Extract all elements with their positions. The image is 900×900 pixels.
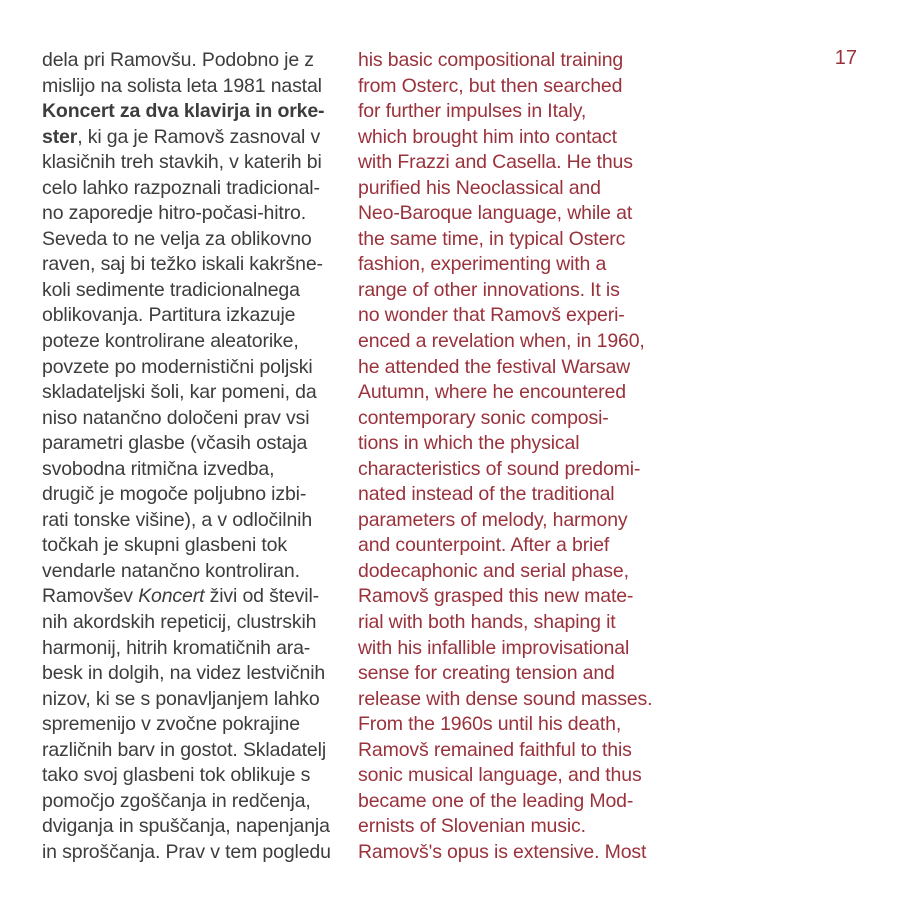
bold-text: Koncert za dva klavirja in orke- (42, 100, 325, 123)
text-segment: nizov, ki se s ponavljanjem lahko (42, 687, 320, 710)
bold-text: ster (42, 125, 78, 148)
text-line (358, 814, 658, 840)
text-segment: fashion, experimenting with a (358, 253, 607, 276)
text-line (358, 584, 658, 610)
text-line (42, 201, 342, 227)
text-line (42, 125, 342, 151)
text-line (42, 533, 342, 559)
text-segment: rial with both hands, shaping it (358, 611, 616, 634)
text-line (358, 840, 658, 866)
text-segment: spremenijo v zvočne pokrajine (42, 713, 300, 736)
text-segment: dodecaphonic and serial phase, (358, 559, 629, 582)
text-line (42, 303, 342, 329)
text-segment: in sproščanja. Prav v tem pogledu (42, 840, 331, 863)
italic-text: Koncert (138, 585, 205, 608)
page-number: 17 (834, 47, 857, 69)
text-line (42, 508, 342, 534)
text-segment: Autumn, where he encountered (358, 381, 626, 404)
text-segment: Seveda to ne velja za oblikovno (42, 227, 312, 250)
right-column-english-text (358, 48, 658, 866)
text-line (358, 252, 658, 278)
text-segment: celo lahko razpoznali tradicional- (42, 176, 320, 199)
text-line (42, 150, 342, 176)
text-segment: svobodna ritmična izvedba, (42, 457, 275, 480)
text-line (358, 380, 658, 406)
text-line (42, 814, 342, 840)
text-segment: Ramovš remained faithful to this (358, 738, 632, 761)
text-segment: ernists of Slovenian music. (358, 815, 586, 838)
text-line (42, 99, 342, 125)
text-line (42, 227, 342, 253)
text-line (42, 636, 342, 662)
text-segment: sonic musical language, and thus (358, 764, 642, 787)
text-line (358, 329, 658, 355)
text-line (358, 176, 658, 202)
text-segment: dela pri Ramovšu. Podobno je z (42, 49, 314, 71)
text-line (358, 150, 658, 176)
text-segment: različnih barv in gostot. Skladatelj (42, 738, 326, 761)
text-segment: From the 1960s until his death, (358, 713, 622, 736)
text-segment: tako svoj glasbeni tok oblikuje s (42, 764, 311, 787)
text-line (42, 74, 342, 100)
text-segment: mislijo na solista leta 1981 nastal (42, 74, 322, 97)
text-line (42, 431, 342, 457)
text-line (42, 738, 342, 764)
text-segment: which brought him into contact (358, 125, 617, 148)
text-line (42, 610, 342, 636)
text-segment: parametri glasbe (včasih ostaja (42, 432, 308, 455)
text-line (358, 559, 658, 585)
text-line (42, 252, 342, 278)
text-segment: nated instead of the traditional (358, 483, 615, 506)
text-line (358, 482, 658, 508)
text-segment: Ramovš's opus is extensive. Most (358, 840, 647, 863)
text-segment: characteristics of sound predomi- (358, 457, 641, 480)
text-line (358, 278, 658, 304)
text-segment: for further impulses in Italy, (358, 100, 587, 123)
text-segment: drugič je mogoče poljubno izbi- (42, 483, 307, 506)
text-line (358, 508, 658, 534)
text-segment: povzete po modernistični poljski (42, 355, 313, 378)
text-line (42, 329, 342, 355)
text-segment: tions in which the physical (358, 432, 580, 455)
text-line (358, 636, 658, 662)
text-segment: rati tonske višine), a v odločilnih (42, 508, 313, 531)
text-line (42, 789, 342, 815)
text-segment: with his infallible improvisational (358, 636, 630, 659)
text-segment: dviganja in spuščanja, napenjanja (42, 815, 330, 838)
text-line (42, 840, 342, 866)
text-line (358, 74, 658, 100)
text-segment: pomočjo zgoščanja in redčenja, (42, 789, 311, 812)
text-columns (42, 48, 658, 866)
text-line (358, 48, 658, 74)
text-line (358, 227, 658, 253)
text-segment: skladateljski šoli, kar pomeni, da (42, 381, 317, 404)
text-line (358, 712, 658, 738)
text-segment: range of other innovations. It is (358, 278, 620, 301)
text-line (42, 661, 342, 687)
text-segment: vendarle natančno kontroliran. (42, 559, 300, 582)
text-line (42, 763, 342, 789)
text-line (358, 789, 658, 815)
text-segment: živi od števil- (204, 585, 319, 608)
text-line (358, 610, 658, 636)
text-segment: Ramovš grasped this new mate- (358, 585, 634, 608)
text-line (358, 406, 658, 432)
text-line (42, 406, 342, 432)
text-line (42, 355, 342, 381)
text-line (358, 687, 658, 713)
text-segment: klasičnih treh stavkih, v katerih bi (42, 151, 322, 174)
text-line (42, 687, 342, 713)
text-line (42, 48, 342, 74)
text-segment: nih akordskih repeticij, clustrskih (42, 611, 317, 634)
text-line (42, 176, 342, 202)
text-segment: besk in dolgih, na videz lestvičnih (42, 662, 326, 685)
text-line (42, 380, 342, 406)
text-segment: became one of the leading Mod- (358, 789, 634, 812)
text-segment: oblikovanja. Partitura izkazuje (42, 304, 296, 327)
text-line (42, 712, 342, 738)
text-line (358, 661, 658, 687)
text-segment: no wonder that Ramovš experi- (358, 304, 625, 327)
text-segment: točkah je skupni glasbeni tok (42, 534, 287, 557)
text-segment: release with dense sound masses. (358, 687, 653, 710)
text-line (358, 457, 658, 483)
text-line (358, 303, 658, 329)
text-segment: Neo-Baroque language, while at (358, 202, 633, 225)
text-line (358, 99, 658, 125)
text-segment: contemporary sonic composi- (358, 406, 609, 429)
text-line (358, 431, 658, 457)
text-segment: purified his Neoclassical and (358, 176, 601, 199)
text-segment: the same time, in typical Osterc (358, 227, 626, 250)
text-segment: he attended the festival Warsaw (358, 355, 631, 378)
text-segment: Ramovšev (42, 585, 139, 608)
text-line (358, 355, 658, 381)
text-segment: harmonij, hitrih kromatičnih ara- (42, 636, 311, 659)
text-line (42, 457, 342, 483)
text-segment: with Frazzi and Casella. He thus (358, 151, 633, 174)
text-line (42, 278, 342, 304)
text-segment: niso natančno določeni prav vsi (42, 406, 310, 429)
text-line (358, 125, 658, 151)
text-line (358, 763, 658, 789)
text-line (42, 559, 342, 585)
text-segment: poteze kontrolirane aleatorike, (42, 330, 299, 353)
text-segment: and counterpoint. After a brief (358, 534, 610, 557)
text-segment: enced a revelation when, in 1960, (358, 330, 645, 353)
text-segment: raven, saj bi težko iskali kakršne- (42, 253, 323, 276)
text-segment: koli sedimente tradicionalnega (42, 278, 300, 301)
text-segment: his basic compositional training (358, 49, 624, 71)
text-line (42, 482, 342, 508)
text-segment: sense for creating tension and (358, 662, 615, 685)
text-segment: parameters of melody, harmony (358, 508, 628, 531)
text-line (358, 533, 658, 559)
text-line (358, 738, 658, 764)
text-segment: , ki ga je Ramovš zasnoval v (77, 125, 321, 148)
text-segment: from Osterc, but then searched (358, 74, 623, 97)
text-line (42, 584, 342, 610)
text-segment: no zaporedje hitro-počasi-hitro. (42, 202, 307, 225)
text-line (358, 201, 658, 227)
left-column-slovenian-text (42, 48, 342, 866)
